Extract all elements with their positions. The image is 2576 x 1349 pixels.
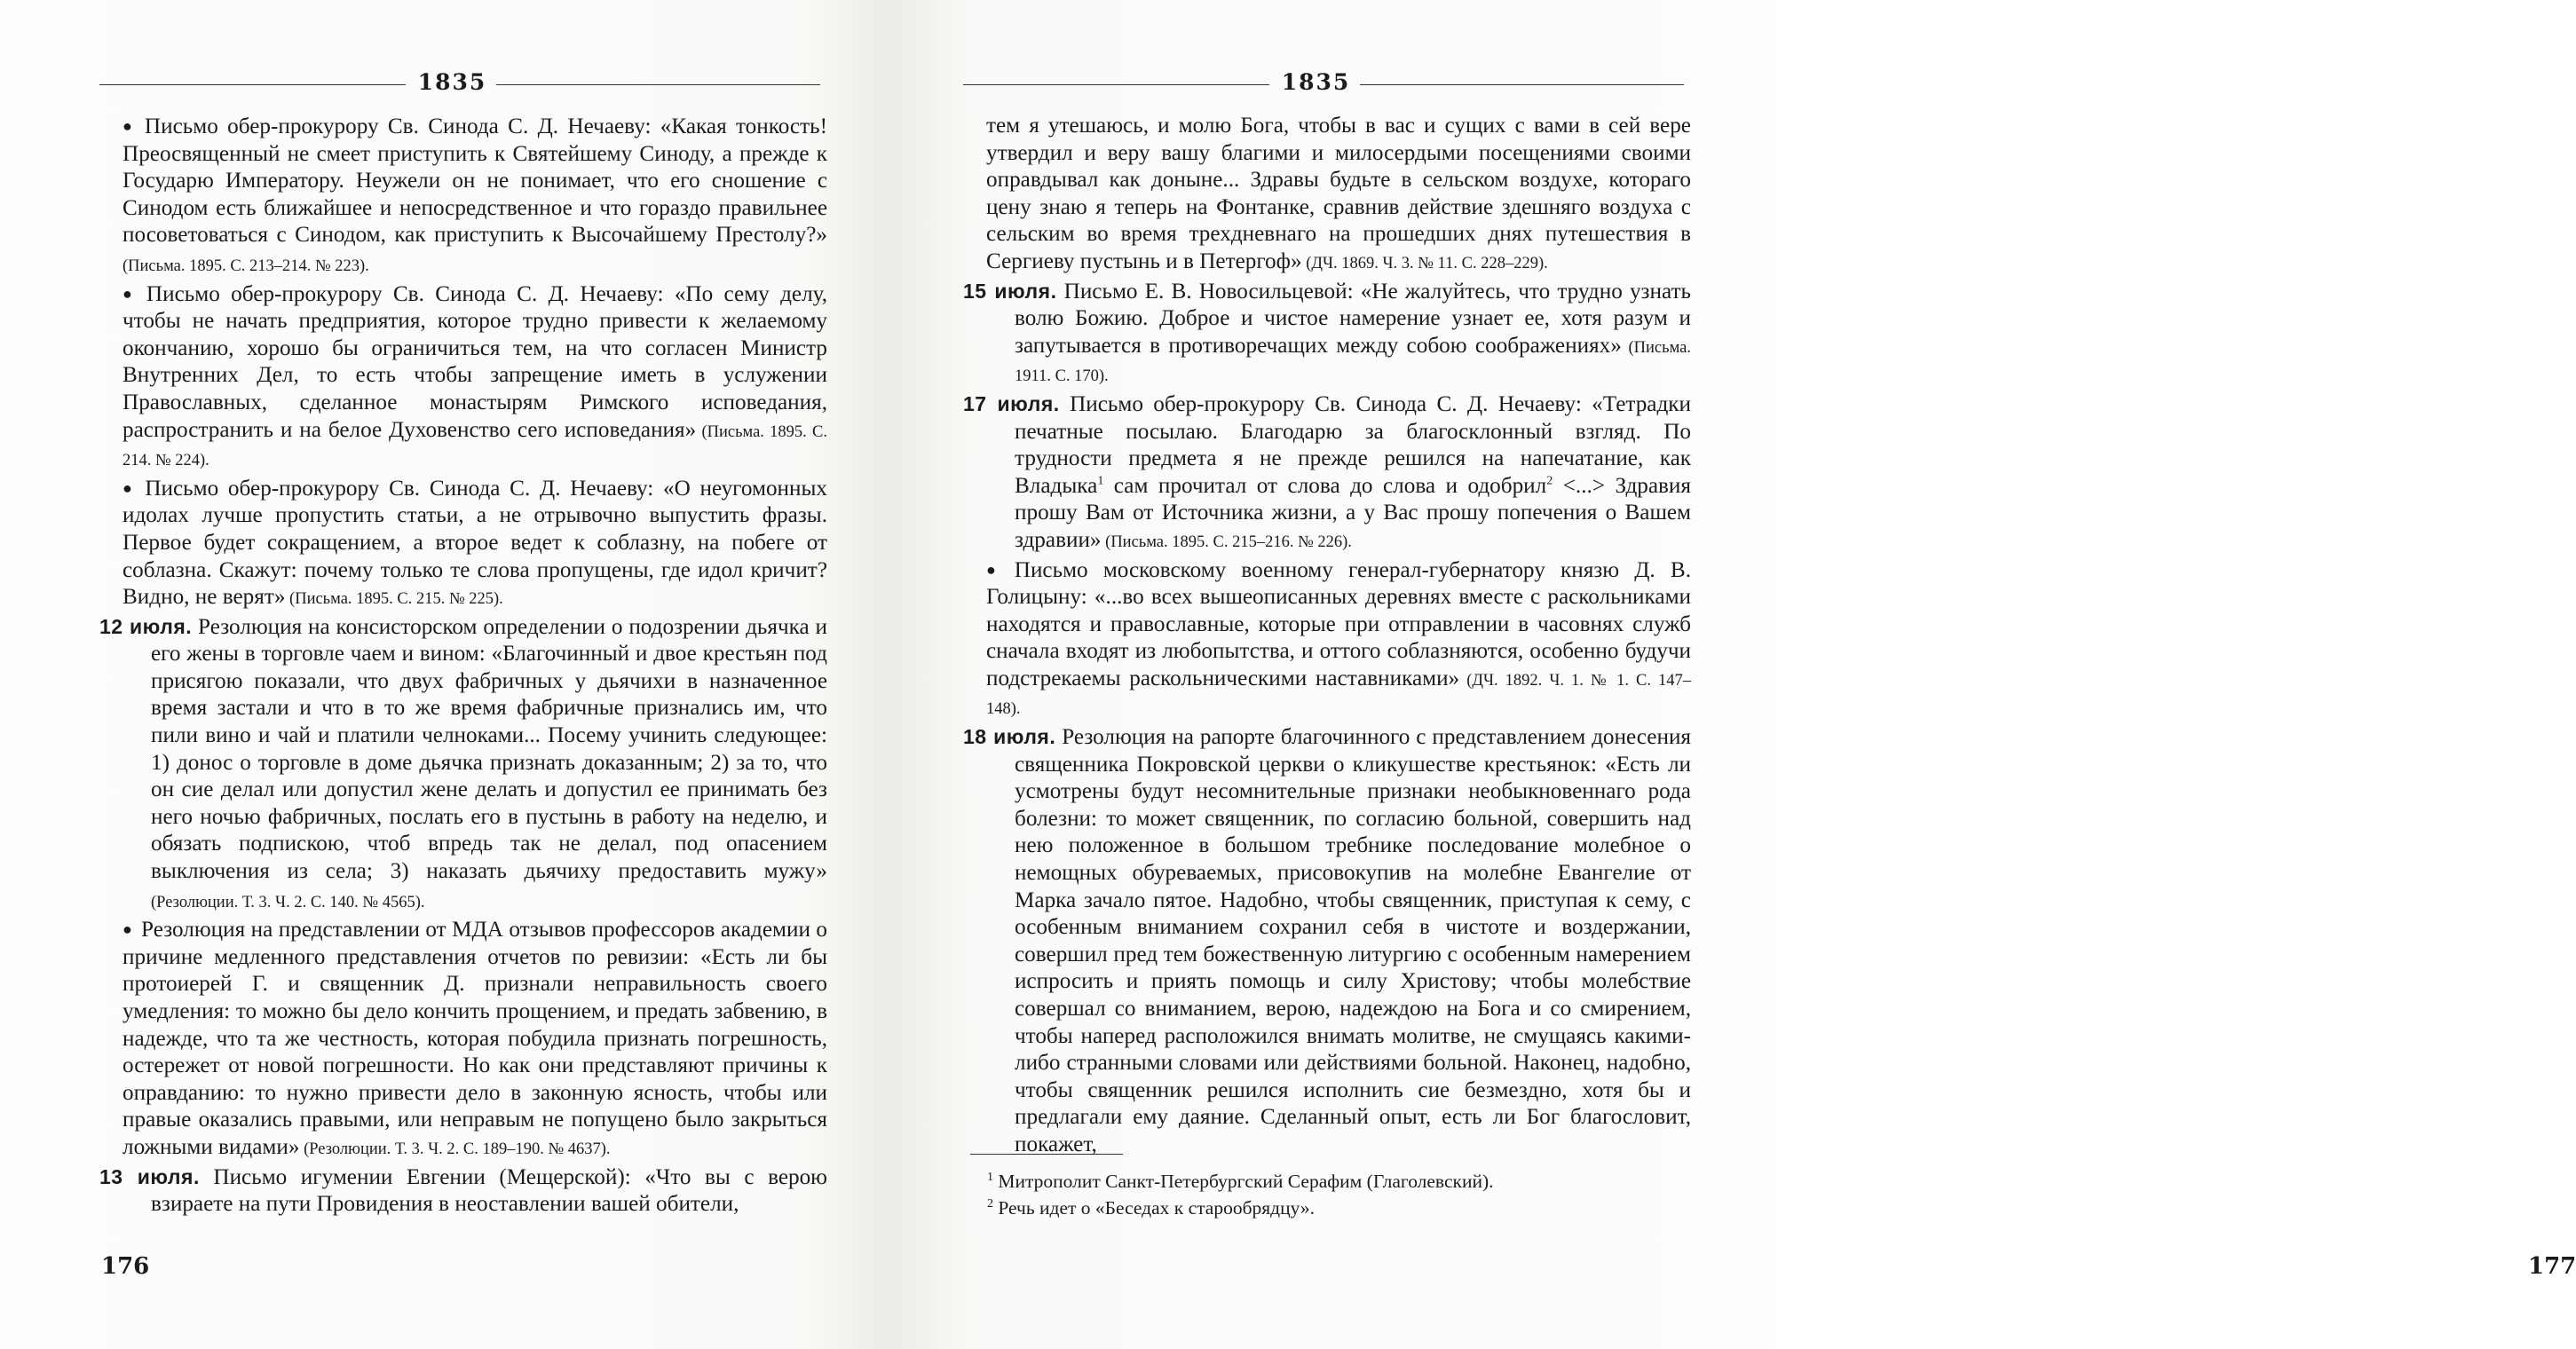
running-head-rule — [99, 84, 406, 85]
paragraph — [99, 475, 827, 613]
bullet-icon: ● — [122, 284, 138, 303]
paragraph-text: Резолюция на консисторском определении о подозрении дьячка и его жены в торговле чаем и вином: «Благочинный и двое крестьян под присягою показали, что двух фабричных у дьячихи в назначенное время застали и что в то же время фабричные признались им, что пили вино и чай и платили челноками... Посему учинить следующее: 1) донос о торговле в доме дьячка признать доказанным; 2) за то, что он сие делал или допустил жене делать и допустил ее принимать без него ночью фабричных, послать его в пустынь в работу на неделю, и обязать подпискою, чтоб впредь так не делал, под опасением выключения из села; 3) наказать дьячиху предоставить мужу» — [151, 614, 828, 884]
dated-entry — [99, 613, 827, 917]
citation: (Письма. 1895. С. 214. № 224). — [122, 422, 827, 470]
citation: (Письма. 1911. С. 170). — [1015, 338, 1691, 386]
citation: (Резолюции. Т. 3. Ч. 2. С. 189–190. № 4637). — [299, 1140, 611, 1158]
footnote — [987, 1195, 1697, 1221]
paragraph-text: Письмо московскому военному генерал-губернатору князю Д. В. Голицыну: «...во всех вышеописанных деревнях вместе с раскольниками находятся и православные, которые при отправлении в часовнях служб сначала входят из любопытства, и оттого соблазняются, особенно будучи подстрекаемы раскольническими наставниками» — [986, 557, 1691, 690]
paragraph-text: Письмо игумении Евгении (Мещерской): «Что вы с верою взираете на пути Провидения в неоставлении вашей обители, — [151, 1164, 827, 1217]
citation: (Письма. 1895. С. 215. № 225). — [285, 590, 503, 609]
paragraph-text: Письмо обер-прокурору Св. Синода С. Д. Нечаеву: «По сему делу, чтобы не начать предприятия, которое трудно привести к желаемому окончанию, хорошо бы ограничиться тем, на что согласен Министр Внутренних Дел, то есть чтобы запрещение иметь в услужении Православных, сделанное монастырям Римского исповедания, распространить и на белое Духовенство сего исповедания» — [122, 281, 827, 442]
running-head-year: 1835 — [1281, 69, 1351, 95]
paragraph-text: Резолюция на представлении от МДА отзывов профессоров академии о причине медленного представления отчетов по ревизии: «Есть ли бы протоиерей Г. и священник Д. признали неправильность своего умедления: то можно бы дело кончить прощением, и предать забвению, в надежде, что та же честность, которая побудила признать погрешность, остережет от новой погрешности. Но как они представляют причины к оправданию: то нужно привести дело в законную ясность, чтобы или правые оказались правыми, или неправым не попущено было закрыться ложными видами» — [122, 918, 827, 1159]
footnote-ref[interactable]: 1 — [1097, 474, 1104, 488]
entry-date: 17 июля. — [963, 391, 1060, 415]
dated-entry — [963, 390, 1691, 556]
left-running-head — [99, 69, 820, 96]
right-page — [888, 0, 2576, 1349]
paragraph-text: сам прочитал от слова до слова и одобрил — [1103, 473, 1547, 498]
citation: (Письма. 1895. С. 215–216. № 226). — [1101, 532, 1352, 551]
running-head-year: 1835 — [417, 69, 487, 95]
footnote-mark: 1 — [987, 1170, 993, 1184]
left-page — [0, 0, 888, 1349]
paragraph — [99, 916, 827, 1163]
dated-entry — [99, 1164, 827, 1219]
paragraph-text: Резолюция на рапорте благочинного с представлением донесения священника Покровской церкви о кликушестве крестьянок: «Есть ли усмотрены будут несомнительные признаки необыкновеннаго рода болезни: то может священник, по согласию больной, совершить над нею положенное в большом требнике последование молебное о немощных обуреваемых, присовокупив на молебне Евангелие от Марка зачало пятое. Надобно, чтобы священник, приступая к сему, с особенным вниманием сохранил себя в чистоте и воздержании, совершил пред тем божественную литургию с особенным намерением испросить и приять помощь и силу Христову; чтобы молебствие совершал со вниманием, верою, надеждою на Бога и со смирением, чтобы наперед расположился внимать молитве, не смущаясь какими-либо странными словами или действиями больной. Наконец, надобно, чтобы священник решился исполнить сие безмездно, хотя бы и предлагали ему даяние. Сделанный опыт, есть ли Бог благословит, покажет, — [1015, 725, 1692, 1156]
entry-date: 15 июля. — [963, 279, 1057, 303]
paragraph — [99, 280, 827, 475]
footnote-ref[interactable]: 2 — [1546, 474, 1553, 488]
running-head-rule — [496, 84, 820, 85]
paragraph — [99, 113, 827, 280]
bullet-icon: ● — [122, 920, 133, 939]
bullet-icon: ● — [986, 560, 1006, 579]
paragraph-text: Письмо Е. В. Новосильцевой: «Не жалуйтесь, что трудно узнать волю Божию. Доброе и чистое намерение узнает ее, хотя разум и запутывается в противоречащих между собою соображениях» — [1015, 279, 1691, 358]
entry-date: 18 июля. — [963, 725, 1056, 749]
page-number: 176 — [101, 1253, 150, 1280]
footnote-mark: 2 — [987, 1196, 993, 1211]
left-body-text — [99, 113, 827, 1219]
running-head-rule — [963, 84, 1269, 85]
footnote — [987, 1168, 1697, 1195]
dated-entry — [963, 278, 1691, 390]
paragraph-text: Письмо обер-прокурору Св. Синода С. Д. Нечаеву: «Тетрадки печатные посылаю. Благодарю за благосклонный взгляд. По трудности предмета я не прежде решился на напечатание, как Владыка — [1015, 391, 1692, 498]
bullet-icon: ● — [122, 117, 136, 135]
footnote-rule — [970, 1154, 1123, 1155]
page-number: 177 — [2528, 1253, 2576, 1280]
entry-date: 12 июля. — [99, 614, 193, 638]
footnote-text: Речь идет о «Беседах к старообрядцу». — [993, 1197, 1316, 1219]
citation: (Письма. 1895. С. 213–214. № 223). — [122, 256, 369, 275]
paragraph-text: тем я утешаюсь, и молю Бога, чтобы в вас и сущих с вами в сей вере утвердил и веру вашу благими и милосердыми посещениями своими оправдывал как доныне... Здравы будьте в сельском воздухе, котораго цену знаю я теперь на Фонтанке, сравнив действие здешняго воздуха с сельским во время трехдневнаго на прошедших днях путешествия в Сергиеву пустынь и в Петергоф» — [986, 114, 1691, 273]
citation: (Резолюции. Т. 3. Ч. 2. С. 140. № 4565). — [151, 893, 425, 911]
entry-date: 13 июля. — [99, 1164, 200, 1188]
dated-entry — [963, 723, 1691, 1159]
right-running-head — [963, 69, 1684, 96]
footnote-text: Митрополит Санкт-Петербургский Серафим (Глаголевский). — [993, 1171, 1494, 1192]
continued-paragraph — [963, 113, 1691, 278]
running-head-rule — [1360, 84, 1684, 85]
paragraph-text: Письмо обер-прокурору Св. Синода С. Д. Нечаеву: «Какая тонкость! Преосвященный не смеет приступить к Святейшему Синоду, а прежде к Государю Императору. Неужели он не понимает, что его сношение с Синодом есть ближайшее и непосредственное и что гораздо правильнее посоветоваться с Синодом, как приступить к Высочайшему Престолу?» — [122, 114, 827, 248]
footnotes — [987, 1168, 1697, 1221]
paragraph-text: Письмо обер-прокурору Св. Синода С. Д. Нечаеву: «О неугомонных идолах лучше пропустить статьи, а не отрывочно выпустить фразы. Первое будет сокращением, а второе ведет к соблазну, на побеге от соблазна. Скажут: почему только те слова пропущены, где идол кричит? Видно, не верят» — [122, 476, 828, 610]
citation: (ДЧ. 1892. Ч. 1. № 1. С. 147–148). — [986, 671, 1691, 719]
citation: (ДЧ. 1869. Ч. 3. № 11. С. 228–229). — [1301, 254, 1548, 272]
paragraph — [963, 556, 1691, 724]
right-body-text — [963, 113, 1691, 1159]
paragraph-text: <...> Здравия прошу Вам от Источника жизни, а у Вас прошу попечения о Вашем здравии» — [1015, 473, 1691, 552]
bullet-icon: ● — [122, 478, 137, 497]
